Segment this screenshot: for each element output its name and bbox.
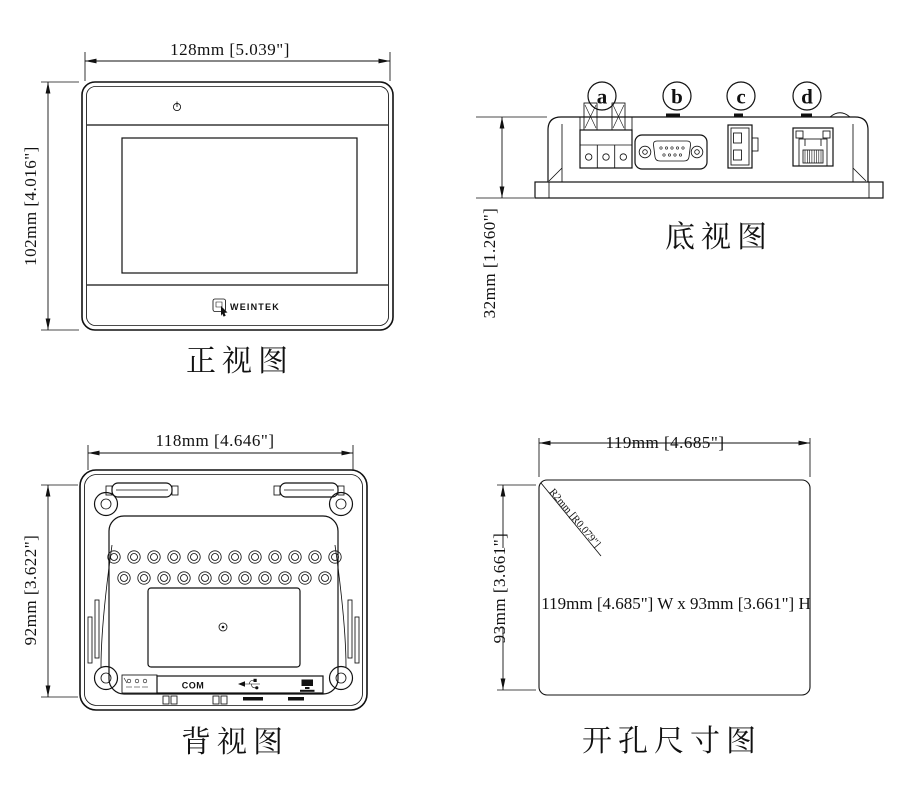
svg-text:b: b (671, 84, 683, 109)
cursor-icon (221, 306, 228, 317)
usb-icon (238, 679, 260, 690)
port-label-c (727, 82, 755, 110)
rj45-ethernet-connector (793, 128, 833, 166)
back-panel-outline (80, 470, 367, 710)
front-panel-outline (82, 82, 393, 330)
back-height-extension-lines (41, 485, 78, 697)
svg-text:c: c (736, 84, 746, 109)
power-led-icon (173, 102, 180, 111)
svg-text:a: a (596, 84, 608, 109)
side-mounting-slots (88, 600, 359, 663)
front-view-caption: 正视图 (186, 345, 294, 378)
cutout-view (490, 433, 811, 758)
terminal-block-connector (580, 103, 632, 168)
cutout-size-label: 119mm [4.685"] W x 93mm [3.661"] H (541, 594, 811, 613)
front-bezel-lines (87, 125, 388, 285)
corner-screws (95, 493, 353, 690)
bottom-view (476, 82, 883, 318)
db9-pins (660, 147, 684, 156)
bottom-flange-steps (549, 182, 869, 198)
port-label-b (663, 82, 691, 110)
front-height-dimension: 102mm [4.016"] (21, 146, 40, 266)
corner-radius-dimension: R2mm [R0.079"] (546, 486, 603, 550)
back-height-dimension: 92mm [3.622"] (21, 534, 40, 646)
power-terminal-marks (124, 678, 148, 687)
rear-shell-skirts (101, 545, 346, 667)
bottom-front-flange (535, 182, 883, 198)
usb-port-connector (728, 125, 758, 168)
cutout-width-dimension: 119mm [4.685"] (605, 433, 725, 452)
bottom-view-caption: 底视图 (665, 221, 773, 254)
port-label-d (793, 82, 821, 110)
front-panel-inner-outline (87, 87, 389, 326)
cutout-rectangle (539, 480, 810, 695)
back-view-caption: 背视图 (181, 726, 289, 759)
power-terminal-label (122, 675, 157, 693)
front-height-extension-lines (41, 82, 79, 330)
com-label: COM (181, 680, 205, 691)
connector-shield-marks (163, 696, 304, 704)
svg-text:d: d (801, 84, 813, 109)
front-screen (122, 138, 357, 273)
ethernet-icon (300, 680, 315, 692)
vent-holes-row-1 (108, 551, 341, 563)
bottom-body-outline (548, 117, 868, 182)
weintek-logo (213, 299, 280, 317)
cutout-height-dimension: 93mm [3.661"] (490, 532, 509, 644)
front-view (21, 40, 393, 378)
back-view (21, 431, 367, 759)
mounting-clip-left (106, 483, 178, 497)
db9-serial-connector (635, 135, 707, 169)
brand-logo-text: WEINTEK (230, 302, 280, 312)
back-width-dimension: 118mm [4.646"] (155, 431, 275, 450)
bottom-depth-extension-lines (476, 117, 547, 198)
cutout-view-caption: 开孔尺寸图 (582, 725, 762, 758)
back-panel-inner-outline (85, 475, 363, 706)
front-width-dimension: 128mm [5.039"] (170, 40, 290, 59)
vent-holes-row-2 (118, 572, 331, 584)
bottom-depth-dimension: 32mm [1.260"] (480, 207, 499, 319)
